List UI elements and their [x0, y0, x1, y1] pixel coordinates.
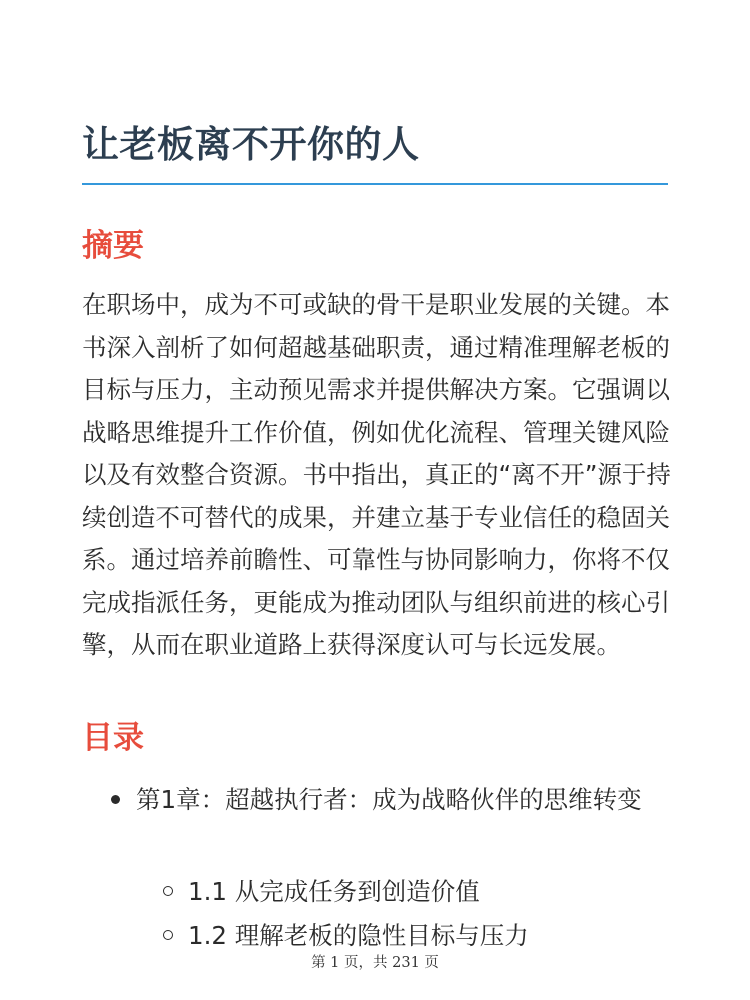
toc-section-label: 1.2 理解老板的隐性目标与压力 [188, 921, 529, 950]
bullet-disc-icon [111, 795, 120, 804]
toc-section-label: 1.1 从完成任务到创造价值 [188, 877, 480, 906]
title-divider [82, 183, 668, 185]
toc-section-item[interactable] [0, 916, 750, 956]
toc-heading: 目录 [82, 720, 144, 756]
summary-heading: 摘要 [82, 228, 144, 264]
document-title: 让老板离不开你的人 [82, 123, 420, 166]
bullet-circle-icon [163, 886, 173, 896]
bullet-circle-icon [163, 930, 173, 940]
summary-paragraph: 在职场中，成为不可或缺的骨干是职业发展的关键。本书深入剖析了如何超越基础职责，通过精准理解老板的目标与压力，主动预见需求并提供解决方案。它强调以战略思维提升工作价值，例如优化流程、管理关键风险以及有效整合资源。书中指出，真正的“离不开”源于持续创造不可替代的成果，并建立基于专业信任的稳固关系。通过培养前瞻性、可靠性与协同影响力，你将不仅完成指派任务，更能成为推动团队与组织前进的核心引擎，从而在职业道路上获得深度认可与长远发展。 [82, 290, 671, 659]
toc-section-item[interactable] [0, 872, 750, 912]
page-number-footer: 第 1 页，共 231 页 [311, 955, 439, 971]
toc-chapter-label: 第1章：超越执行者：成为战略伙伴的思维转变 [136, 785, 642, 814]
